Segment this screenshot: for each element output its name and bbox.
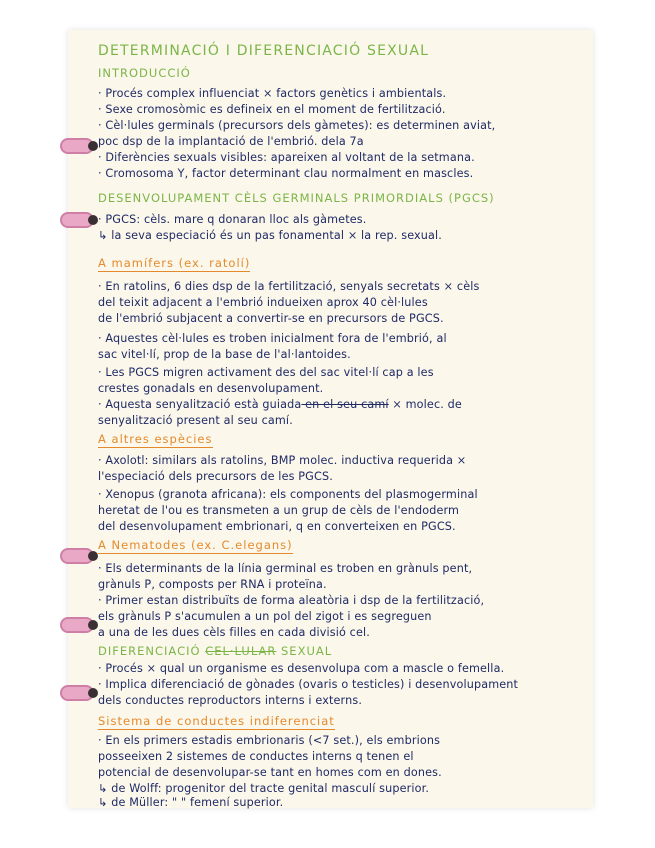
notes-content — [98, 30, 588, 808]
note-text: · Aquesta senyalització està guiada — [98, 398, 302, 411]
punch-hole — [88, 215, 98, 225]
note-line: poc dsp de la implantació de l'embrió. dela 7a — [98, 135, 364, 148]
altres-heading-text: A altres espècies — [98, 432, 213, 446]
heading-struck-part: CEL·LULAR — [205, 644, 277, 658]
heading-part: DIFERENCIACIÓ — [98, 644, 201, 658]
note-line: els grànuls P s'acumulen a un pol del zigot i es segreguen — [98, 610, 432, 623]
conductes-heading-text: Sistema de conductes indiferenciat — [98, 714, 335, 728]
note-line: · En els primers estadis embrionaris (<7 set.), els embrions — [98, 734, 441, 747]
section-heading-conductes — [98, 714, 335, 728]
notebook-page — [68, 30, 593, 808]
note-line: posseeixen 2 sistemes de conductes interns q tenen el — [98, 750, 414, 763]
note-line: l'especiació dels precursors de les PGCS. — [98, 470, 333, 483]
section-heading-altres — [98, 432, 213, 446]
note-line: a una de les dues cèls filles en cada divisió cel. — [98, 626, 370, 639]
note-line: · Sexe cromosòmic es defineix en el moment de fertilització. — [98, 103, 446, 116]
section-heading-nematodes — [98, 538, 293, 552]
note-line: · Primer estan distribuïts de forma aleatòria i dsp de la fertilització, — [98, 594, 485, 607]
note-line: potencial de desenvolupar-se tant en homes com en dones. — [98, 766, 442, 779]
section-heading-mamifers — [98, 256, 250, 270]
note-line: · Les PGCS migren activament des del sac vitel·lí cap a les — [98, 366, 434, 379]
note-line: · PGCS: cèls. mare q donaran lloc als gàmetes. — [98, 213, 367, 226]
punch-hole — [88, 620, 98, 630]
note-line: · Diferències sexuals visibles: apareixen al voltant de la setmana. — [98, 151, 475, 164]
note-line: grànuls P, composts per RNA i proteïna. — [98, 578, 327, 591]
note-text: × molec. de — [388, 398, 462, 411]
note-line: · Procés complex influenciat × factors genètics i ambientals. — [98, 87, 447, 100]
note-line: · Xenopus (granota africana): els components del plasmogerminal — [98, 488, 478, 501]
note-line: ↳ de Müller: " " femení superior. — [98, 796, 284, 809]
note-line: crestes gonadals en desenvolupament. — [98, 382, 324, 395]
struck-text: en el seu camí — [301, 398, 389, 411]
note-line: · Axolotl: similars als ratolins, BMP molec. inductiva requerida × — [98, 454, 467, 467]
punch-hole — [88, 688, 98, 698]
page-title: DETERMINACIÓ I DIFERENCIACIÓ SEXUAL — [98, 43, 430, 59]
note-line: de l'embrió subjacent a convertir-se en precursors de PGCS. — [98, 312, 444, 325]
section-heading-intro: INTRODUCCIÓ — [98, 66, 191, 80]
note-line-guided — [98, 398, 462, 412]
note-line: · Procés × qual un organisme es desenvolupa com a mascle o femella. — [98, 662, 505, 675]
nematodes-heading-text: A Nematodes (ex. C.elegans) — [98, 538, 293, 552]
punch-hole — [88, 141, 98, 151]
note-line: · Cromosoma Y, factor determinant clau normalment en mascles. — [98, 167, 474, 180]
heading-part: SEXUAL — [281, 644, 333, 658]
note-line: · Cèl·lules germinals (precursors dels gàmetes): es determinen aviat, — [98, 119, 496, 132]
note-line: · En ratolins, 6 dies dsp de la fertilització, senyals secretats × cèls — [98, 280, 480, 293]
note-line: ↳ la seva especiació és un pas fonamental × la rep. sexual. — [98, 229, 443, 242]
note-line: sac vitel·lí, prop de la base de l'al·lantoides. — [98, 348, 351, 361]
note-line: senyalització present al seu camí. — [98, 414, 293, 427]
mamifers-heading-text: A mamífers (ex. ratolí) — [98, 256, 251, 270]
note-line: · Implica diferenciació de gònades (ovaris o testicles) i desenvolupament — [98, 678, 519, 691]
note-line: del desenvolupament embrionari, q en converteixen en PGCS. — [98, 520, 456, 533]
section-heading-diferenciacio — [98, 644, 332, 658]
note-line: heretat de l'ou es transmeten a un grup de cèls de l'endoderm — [98, 504, 460, 517]
note-line: · Aquestes cèl·lules es troben inicialment fora de l'embrió, al — [98, 332, 447, 345]
note-line: del teixit adjacent a l'embrió indueixen aprox 40 cèl·lules — [98, 296, 428, 309]
note-line: · Els determinants de la línia germinal es troben en grànuls pent, — [98, 562, 473, 575]
punch-hole — [88, 551, 98, 561]
note-line: dels conductes reproductors interns i externs. — [98, 694, 363, 707]
section-heading-pgcs: DESENVOLUPAMENT CÈLS GERMINALS PRIMORDIALS (PGCS) — [98, 191, 495, 205]
note-line: ↳ de Wolff: progenitor del tracte genital masculí superior. — [98, 782, 430, 795]
